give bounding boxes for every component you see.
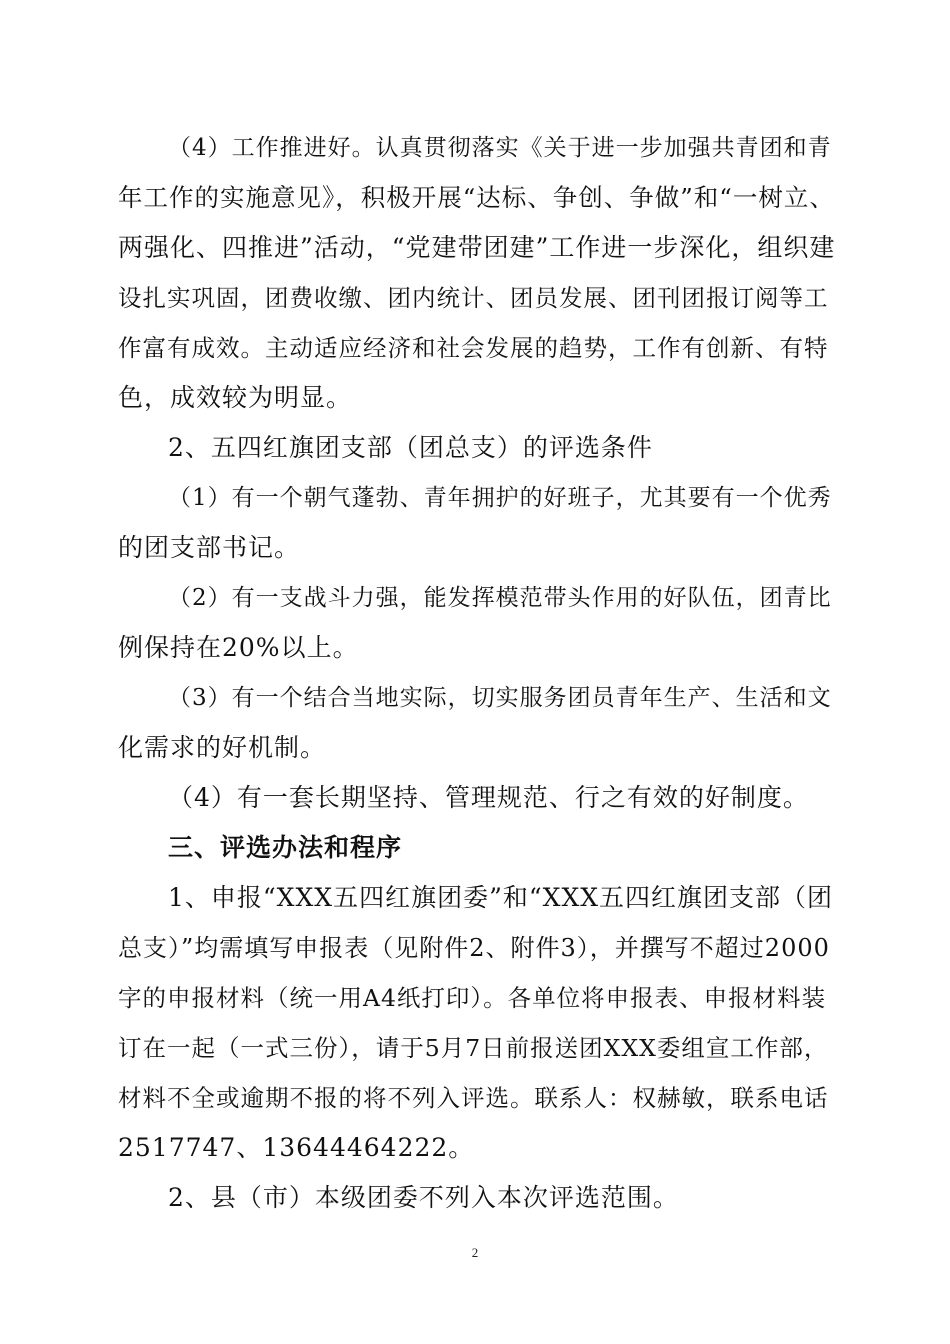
paragraph-line: 例保持在20%以上。 xyxy=(118,633,359,662)
paragraph-line: 订在一起（一式三份），请于5月7日前报送团XXX委组宣工作部， xyxy=(118,1034,829,1062)
paragraph-line: 材料不全或逾期不报的将不列入评选。联系人：权赫敏，联系电话 xyxy=(118,1084,829,1112)
paragraph-line: 2、县（市）本级团委不列入本次评选范围。 xyxy=(168,1183,679,1212)
paragraph-line: 总支）”均需填写申报表（见附件2、附件3），并撰写不超过2000 xyxy=(118,934,830,962)
paragraph-line: （1）有一个朝气蓬勃、青年拥护的好班子，尤其要有一个优秀 xyxy=(168,485,832,511)
paragraph-line: 的团支部书记。 xyxy=(118,533,301,562)
paragraph-line: （4）有一套长期坚持、管理规范、行之有效的好制度。 xyxy=(168,783,809,812)
page-number: 2 xyxy=(471,1245,479,1260)
paragraph-line: （2）有一支战斗力强，能发挥模范带头作用的好队伍，团青比 xyxy=(168,585,832,611)
paragraph-line: 2517747、13644464222。 xyxy=(118,1133,475,1162)
section-heading: 三、评选办法和程序 xyxy=(168,833,403,862)
paragraph-line: 1、申报“XXX五四红旗团委”和“XXX五四红旗团支部（团 xyxy=(168,883,834,912)
paragraph-line: 设扎实巩固，团费收缴、团内统计、团员发展、团刊团报订阅等工 xyxy=(118,284,829,312)
paragraph-line: （3）有一个结合当地实际，切实服务团员青年生产、生活和文 xyxy=(168,685,832,711)
paragraph-line: 作富有成效。主动适应经济和社会发展的趋势，工作有创新、有特 xyxy=(118,334,829,362)
paragraph-line: 两强化、四推进”活动，“党建带团建”工作进一步深化，组织建 xyxy=(118,233,836,262)
paragraph-line: （4）工作推进好。认真贯彻落实《关于进一步加强共青团和青 xyxy=(168,135,832,161)
paragraph-line: 化需求的好机制。 xyxy=(118,733,327,762)
paragraph-line: 年工作的实施意见》，积极开展“达标、争创、争做”和“一树立、 xyxy=(118,183,835,212)
paragraph-line: 色，成效较为明显。 xyxy=(118,383,353,412)
section-subheading: 2、五四红旗团支部（团总支）的评选条件 xyxy=(168,433,653,462)
paragraph-line: 字的申报材料（统一用A4纸打印）。各单位将申报表、申报材料装 xyxy=(118,984,827,1012)
